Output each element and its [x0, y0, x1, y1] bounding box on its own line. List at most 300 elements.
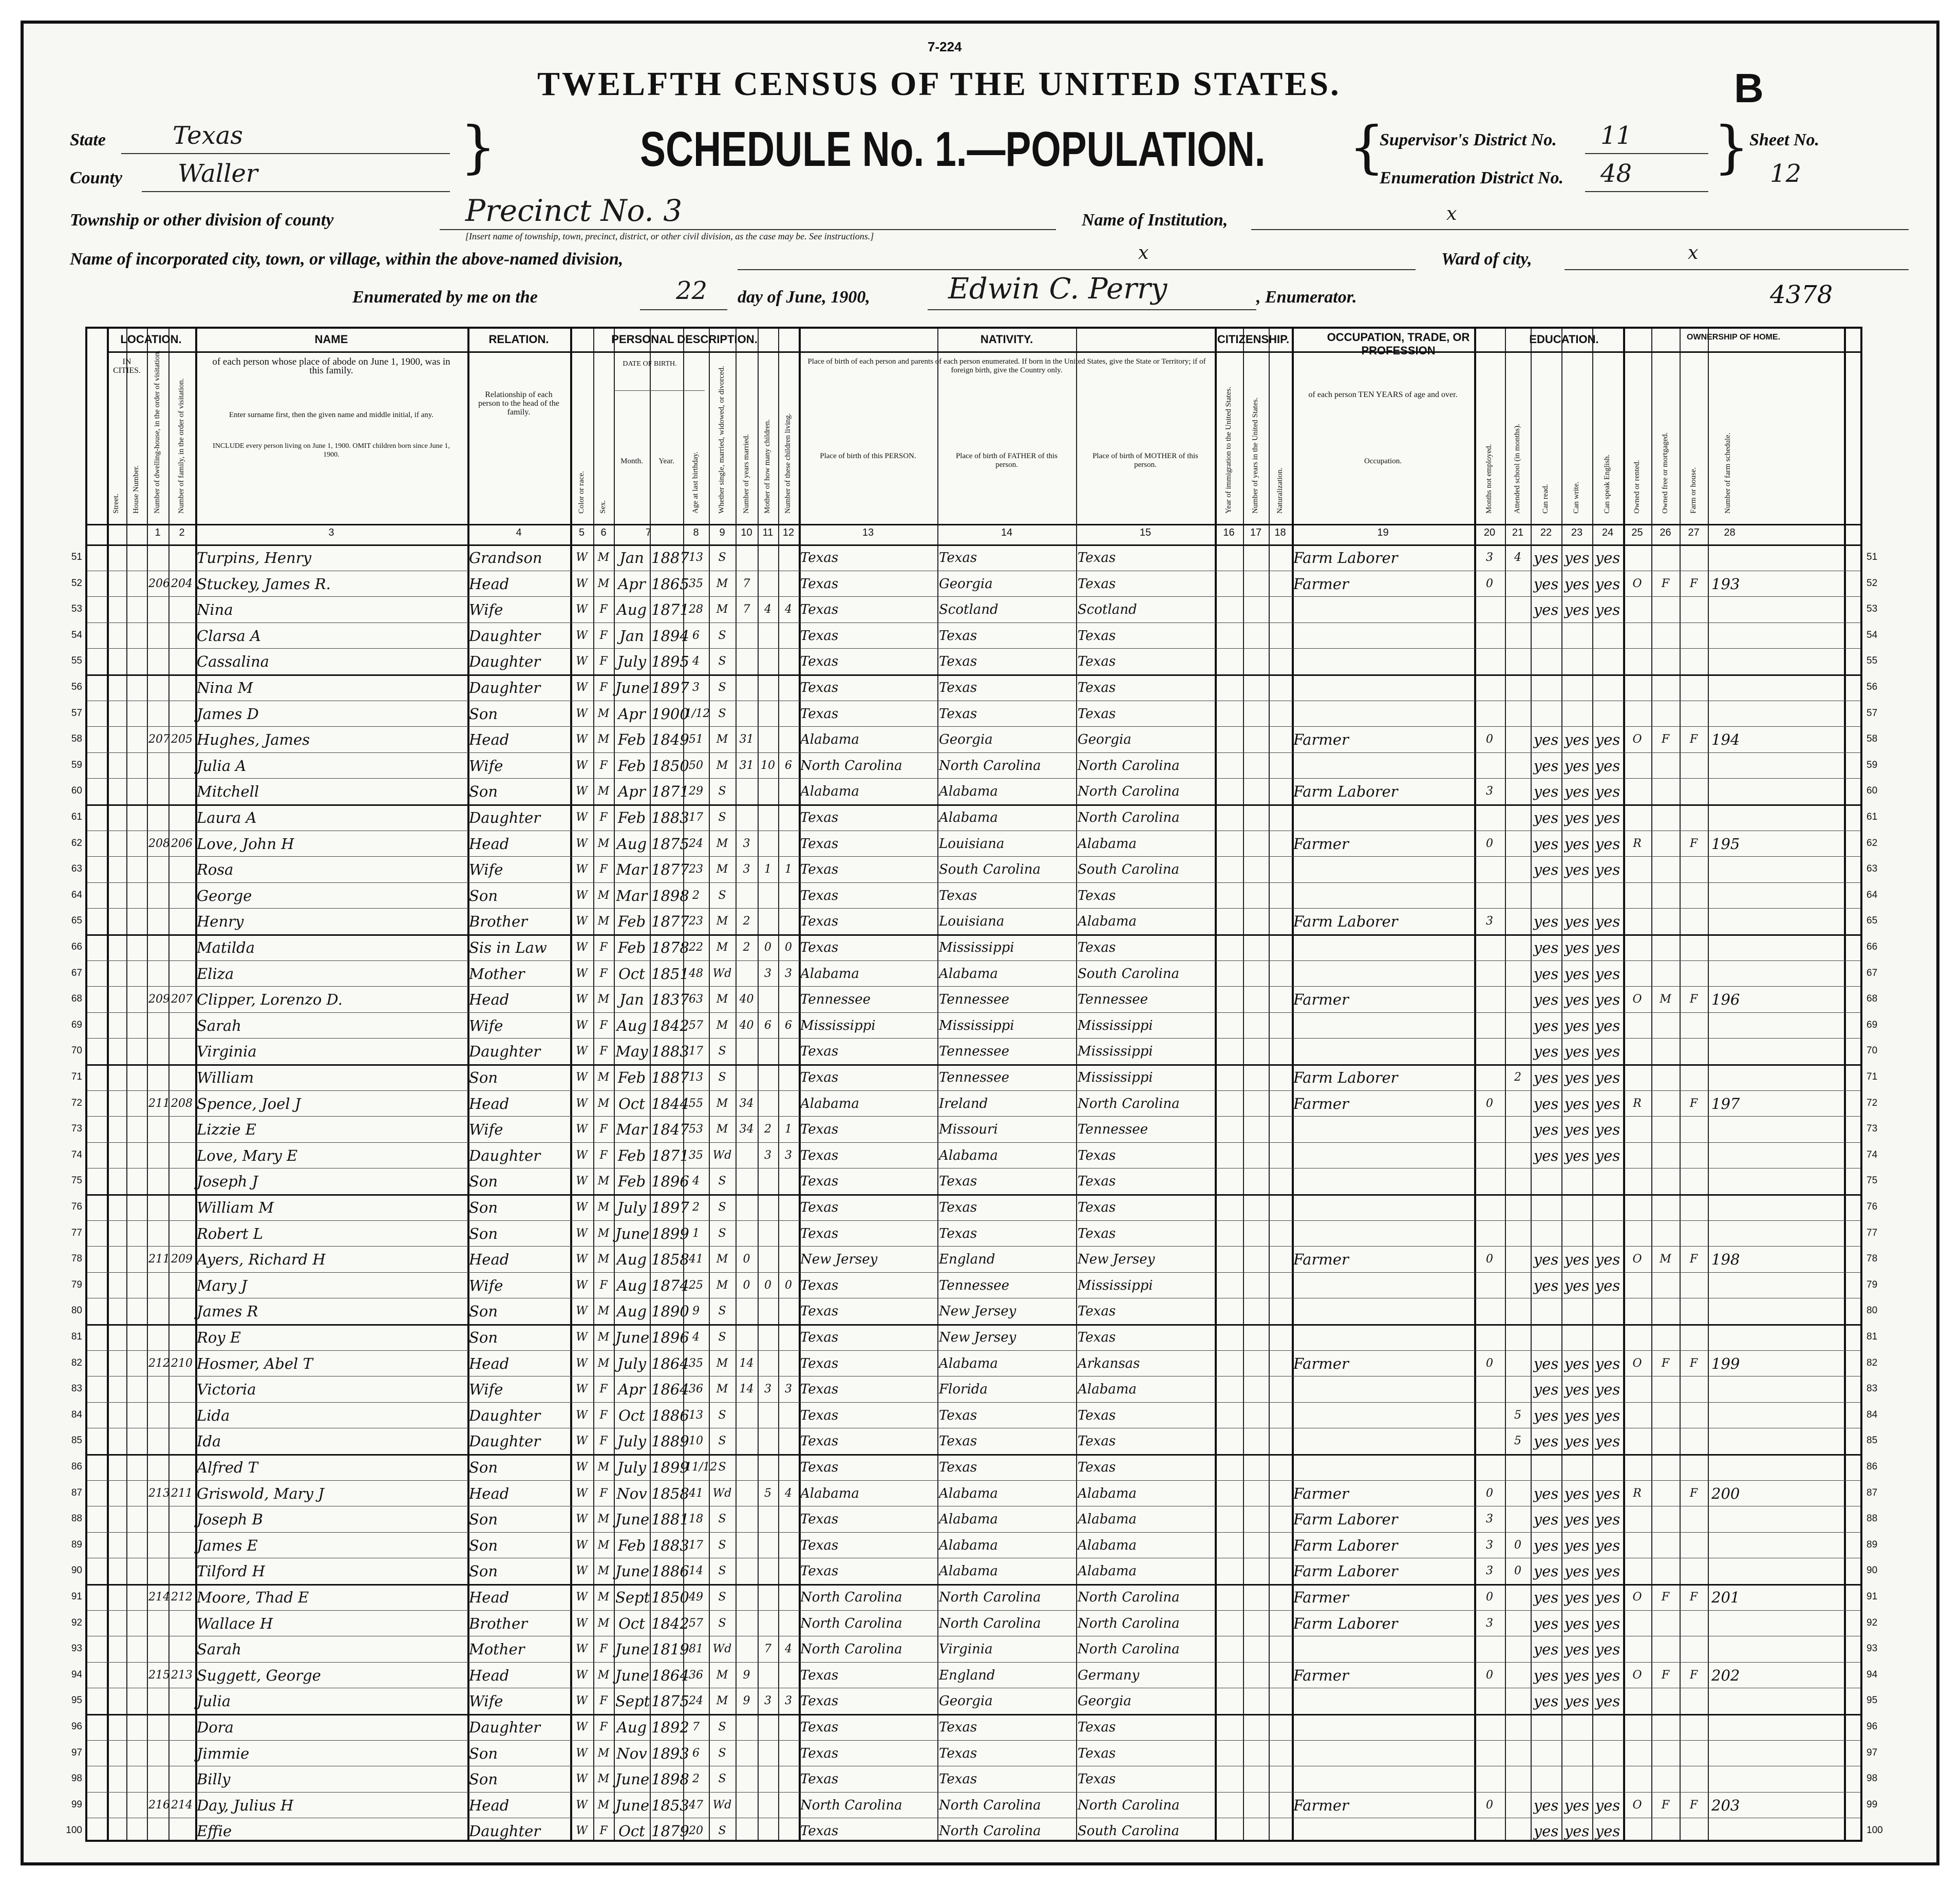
county-underline [142, 191, 450, 192]
cell-birth: Texas [800, 1147, 839, 1163]
cell-english: yes [1595, 939, 1620, 956]
cell-dwelling [148, 1533, 167, 1558]
cell-marital: M [716, 577, 728, 590]
cell-free [1653, 1221, 1678, 1247]
enumerator-underline [928, 309, 1256, 310]
dob-rule [614, 390, 705, 391]
column-number-3: 3 [328, 527, 334, 538]
cell-farm: F [1689, 1253, 1698, 1266]
cell-months_unemployed [1476, 805, 1503, 831]
cell-farm: F [1689, 1356, 1698, 1370]
cell-mother_birth: Texas [1078, 550, 1116, 565]
line-number-left: 72 [71, 1097, 82, 1108]
cell-yrs_married: 40 [739, 1019, 754, 1032]
cell-yrs_married [737, 1195, 756, 1220]
cell-schedule [1709, 1221, 1844, 1247]
cell-occupation [1293, 649, 1473, 674]
cell-mother_of [759, 1533, 777, 1558]
cell-living [780, 1533, 797, 1558]
cell-occupation [1293, 935, 1473, 960]
cell-birth: Texas [800, 1745, 839, 1761]
cell-english [1594, 1195, 1622, 1220]
cell-months_unemployed [1476, 935, 1503, 960]
cell-living: 3 [785, 1694, 792, 1708]
line-number-left: 89 [71, 1539, 82, 1550]
cell-age: 11/12 [685, 1461, 718, 1474]
cell-year: 1889 [651, 1432, 689, 1450]
cell-occupation: Farmer [1293, 1796, 1349, 1814]
cell-sex: F [599, 941, 608, 954]
cell-read [1532, 649, 1560, 674]
cell-yrs_married [737, 1714, 756, 1740]
cell-color: W [576, 655, 588, 668]
cell-yrs_married [737, 1636, 756, 1662]
cell-farm [1681, 1558, 1706, 1584]
column-number-4: 4 [516, 527, 522, 538]
cell-family: 211 [171, 1486, 193, 1500]
cell-english: yes [1595, 783, 1620, 801]
cell-mother_of: 3 [764, 967, 771, 980]
cell-relation: Son [469, 1744, 498, 1762]
cell-owned [1625, 857, 1650, 882]
cell-read: yes [1533, 1354, 1559, 1372]
column-rule-farm [1680, 329, 1681, 1840]
cell-age: 24 [689, 837, 703, 850]
cell-living [780, 1611, 797, 1636]
cell-relation: Daughter [469, 653, 541, 671]
cell-mother_of [759, 1558, 777, 1584]
cell-dwelling [148, 1611, 167, 1636]
line-number-left: 60 [71, 785, 82, 797]
cell-age: 25 [689, 1278, 703, 1292]
line-number-left: 67 [71, 967, 82, 978]
cell-mother_birth: Texas [1078, 1330, 1116, 1345]
cell-dwelling [148, 1688, 167, 1714]
cell-write: yes [1564, 783, 1590, 801]
cell-dwelling [148, 1558, 167, 1584]
cell-farm [1681, 1428, 1706, 1454]
cell-occupation: Farmer [1293, 1666, 1349, 1684]
cell-read: yes [1533, 1562, 1559, 1580]
line-number-left: 75 [71, 1175, 82, 1186]
cell-mother_of [759, 727, 777, 752]
cell-free [1653, 1298, 1678, 1324]
cell-mother_of [759, 1221, 777, 1247]
cell-dwelling: 208 [148, 837, 170, 850]
cell-relation: Son [469, 783, 498, 801]
cell-dwelling [148, 1636, 167, 1662]
cell-marital: M [716, 1383, 728, 1396]
cell-write [1563, 1455, 1591, 1480]
cell-living [780, 909, 797, 934]
cell-color: W [576, 1616, 588, 1630]
right-brace-open: { [1349, 114, 1385, 180]
cell-month: Feb [617, 913, 646, 931]
line-number-left: 52 [71, 577, 82, 589]
cell-mother_birth: Mississippi [1078, 1017, 1153, 1033]
cell-family [170, 779, 194, 804]
cell-year: 1853 [651, 1796, 689, 1814]
dwelling-label: Number of dwelling-house, in the order of visitation. [153, 350, 161, 514]
cell-months_unemployed [1476, 1403, 1503, 1428]
line-number-right: 54 [1867, 629, 1878, 640]
column-number-9: 9 [719, 527, 725, 538]
cell-name: Matilda [197, 939, 255, 956]
cell-year: 1851 [651, 965, 689, 983]
cell-schedule [1709, 623, 1844, 649]
cell-color: W [576, 1591, 588, 1604]
cell-english: yes [1595, 861, 1620, 879]
cell-age: 35 [689, 1356, 703, 1370]
cell-occupation: Farmer [1293, 575, 1349, 593]
cell-read [1532, 675, 1560, 701]
cell-marital: S [718, 1513, 726, 1526]
cell-marital: S [718, 785, 726, 798]
cell-write [1563, 623, 1591, 649]
cell-color: W [576, 889, 588, 902]
cell-months_unemployed [1476, 1325, 1503, 1350]
cell-birth: Texas [800, 810, 839, 825]
cell-dwelling [148, 1818, 167, 1844]
cell-occupation [1293, 1818, 1473, 1844]
cell-write: yes [1564, 601, 1590, 619]
line-number-left: 99 [71, 1799, 82, 1810]
cell-owned [1625, 1221, 1650, 1247]
cell-dwelling [148, 1506, 167, 1532]
cell-read: yes [1533, 575, 1559, 593]
cell-read: yes [1533, 1095, 1559, 1112]
cell-months_unemployed [1476, 1065, 1503, 1090]
cell-marital: M [716, 1123, 728, 1136]
cell-age: 29 [689, 785, 703, 798]
cell-farm [1681, 1168, 1706, 1194]
cell-english: yes [1595, 1692, 1620, 1710]
cell-dwelling [148, 649, 167, 674]
cell-sex: F [599, 863, 608, 876]
cell-year: 1886 [651, 1406, 689, 1424]
cell-birth: Texas [800, 940, 839, 955]
cell-english: yes [1595, 1381, 1620, 1399]
cell-mother_of: 6 [764, 1019, 771, 1032]
cell-occupation [1293, 1221, 1473, 1247]
sheet-label: Sheet No. [1749, 130, 1819, 149]
cell-mother_of [759, 1766, 777, 1792]
mother-of-label: Mother of how many children. [763, 419, 771, 514]
cell-english [1594, 1325, 1622, 1350]
cell-relation: Sis in Law [469, 939, 547, 956]
line-number-right: 92 [1867, 1617, 1878, 1628]
cell-name: Alfred T [197, 1459, 258, 1476]
cell-sex: M [597, 1331, 610, 1344]
cell-age: 14 [689, 1564, 703, 1578]
line-number-right: 97 [1867, 1747, 1878, 1758]
cell-sex: F [599, 1486, 608, 1500]
cell-read: yes [1533, 1016, 1559, 1034]
cell-mother_birth: Scotland [1078, 602, 1137, 618]
line-number-right: 83 [1867, 1383, 1878, 1394]
cell-mother_of [759, 1195, 777, 1220]
cell-months_unemployed [1476, 1741, 1503, 1766]
line-number-left: 100 [66, 1825, 82, 1836]
cell-english [1594, 1221, 1622, 1247]
cell-write: yes [1564, 1251, 1590, 1269]
cell-english: yes [1595, 1121, 1620, 1139]
cell-family [170, 675, 194, 701]
line-number-left: 88 [71, 1513, 82, 1524]
cell-write [1563, 1195, 1591, 1220]
cell-age: 4 [692, 655, 700, 668]
cell-year: 1874 [651, 1276, 689, 1294]
cell-father_birth: Alabama [939, 1537, 998, 1553]
cell-birth: Texas [800, 550, 839, 565]
cell-age: 7 [692, 1721, 700, 1733]
cell-farm: F [1689, 733, 1698, 746]
cell-father_birth: Texas [939, 1720, 977, 1735]
left-brace: } [460, 114, 496, 180]
city-value: x [1138, 242, 1149, 263]
cell-color: W [576, 1721, 588, 1733]
cell-color: W [576, 759, 588, 772]
cell-color: W [576, 1486, 588, 1500]
house-number-label: House Number. [132, 465, 140, 514]
group-header-nativity: NATIVITY. [980, 333, 1033, 346]
column-number-25: 25 [1631, 527, 1643, 538]
cell-mother_birth: Texas [1078, 1147, 1116, 1163]
cell-month: June [615, 1329, 650, 1346]
cell-farm: F [1689, 1097, 1698, 1110]
cell-read [1532, 1766, 1560, 1792]
cell-write: yes [1564, 575, 1590, 593]
cell-mother_birth: South Carolina [1078, 966, 1180, 982]
cell-year: 1844 [651, 1095, 689, 1112]
cell-yrs_married: 7 [743, 603, 750, 616]
line-number-right: 73 [1867, 1123, 1878, 1135]
cell-family [170, 1688, 194, 1714]
column-rule-street [107, 329, 109, 1840]
cell-write [1563, 1766, 1591, 1792]
line-number-left: 63 [71, 863, 82, 875]
cell-marital: M [716, 1356, 728, 1370]
cell-farm [1681, 1403, 1706, 1428]
line-number-left: 95 [71, 1695, 82, 1706]
cell-farm [1681, 1065, 1706, 1090]
cell-mother_of: 3 [764, 1383, 771, 1396]
cell-yrs_married [737, 701, 756, 727]
cell-year: 1892 [651, 1719, 689, 1736]
cell-year: 1850 [651, 757, 689, 775]
cell-year: 1865 [651, 575, 689, 593]
line-number-left: 51 [71, 552, 82, 562]
cell-father_birth: Tennessee [939, 1044, 1010, 1060]
cell-month: Mar [616, 887, 648, 904]
line-number-left: 76 [71, 1201, 82, 1212]
cell-mother_birth: Alabama [1078, 1382, 1137, 1398]
cell-relation: Daughter [469, 1719, 541, 1736]
cell-farm [1681, 909, 1706, 934]
line-number-right: 59 [1867, 759, 1878, 770]
cell-year: 1900 [651, 705, 689, 723]
cell-occupation [1293, 1714, 1473, 1740]
ward-label: Ward of city, [1441, 250, 1532, 269]
county-label: County [70, 168, 123, 187]
column-number-7: 7 [645, 527, 652, 538]
cell-read [1532, 1455, 1560, 1480]
enumerator-name: Edwin C. Perry [948, 272, 1167, 306]
cell-dwelling: 214 [148, 1591, 170, 1604]
cell-relation: Head [469, 731, 510, 749]
sheet-letter: B [1734, 65, 1764, 111]
cell-relation: Son [469, 1069, 498, 1086]
cell-marital: S [718, 1616, 726, 1630]
line-number-right: 55 [1867, 655, 1878, 667]
cell-mother_of [759, 1298, 777, 1324]
cell-mother_birth: Texas [1078, 1720, 1116, 1735]
supervisor-underline [1585, 153, 1708, 154]
cell-relation: Wife [469, 861, 503, 879]
cell-read: yes [1533, 1251, 1559, 1269]
cell-months_unemployed [1476, 1455, 1503, 1480]
cell-living [780, 701, 797, 727]
cell-relation: Son [469, 1459, 498, 1476]
cell-name: Dora [197, 1719, 234, 1736]
cell-read: yes [1533, 809, 1559, 826]
cell-mother_birth: North Carolina [1078, 1590, 1180, 1605]
cell-living: 3 [785, 1383, 792, 1396]
column-number-28: 28 [1724, 527, 1736, 538]
cell-free [1653, 753, 1678, 779]
cell-age: 41 [689, 1253, 703, 1266]
cell-schedule [1709, 1403, 1844, 1428]
cell-age: 13 [689, 1071, 703, 1084]
cell-owned: R [1633, 837, 1642, 850]
cell-birth: Texas [800, 1720, 839, 1735]
cell-yrs_married [737, 1818, 756, 1844]
line-number-right: 88 [1867, 1513, 1878, 1524]
cell-name: Effie [197, 1822, 232, 1840]
line-number-right: 80 [1867, 1305, 1878, 1316]
cell-months_unemployed [1476, 701, 1503, 727]
cell-sex: M [597, 1356, 610, 1370]
cell-english [1594, 1298, 1622, 1324]
column-rule-free [1651, 329, 1652, 1840]
cell-school [1506, 727, 1529, 752]
cell-months_unemployed [1476, 623, 1503, 649]
cell-dwelling [148, 883, 167, 909]
cell-free [1653, 1611, 1678, 1636]
cell-school: 5 [1514, 1435, 1521, 1448]
cell-schedule [1709, 1039, 1844, 1064]
cell-year: 1897 [651, 1199, 689, 1216]
cell-schedule [1709, 1714, 1844, 1740]
cell-birth: Texas [800, 602, 839, 618]
cell-owned [1625, 701, 1650, 727]
cell-english: yes [1595, 1354, 1620, 1372]
cell-schedule: 196 [1711, 991, 1740, 1009]
line-number-right: 62 [1867, 837, 1878, 848]
cell-mother_birth: Alabama [1078, 914, 1137, 930]
cell-english: yes [1595, 757, 1620, 775]
cell-birth: Texas [800, 1200, 839, 1215]
cell-color: W [576, 1513, 588, 1526]
cell-living [780, 831, 797, 857]
cell-living [780, 1428, 797, 1454]
column-number-8: 8 [693, 527, 699, 538]
cell-birth: Texas [800, 1304, 839, 1319]
cell-family: 213 [171, 1668, 193, 1682]
name-include: INCLUDE every person living on June 1, 1900. OMIT children born since June 1, 1900. [213, 442, 450, 459]
group-header-occupation: OCCUPATION, TRADE, OR PROFESSION [1327, 331, 1470, 357]
cell-father_birth: Alabama [939, 1355, 998, 1371]
cell-sex: M [597, 1175, 610, 1188]
cell-schedule [1709, 675, 1844, 701]
cell-living [780, 1714, 797, 1740]
cell-father_birth: Texas [939, 1460, 977, 1475]
line-number-left: 74 [71, 1149, 82, 1160]
cell-write: yes [1564, 731, 1590, 749]
cell-father_birth: England [939, 1252, 995, 1268]
cell-month: Nov [616, 1484, 647, 1502]
cell-age: 17 [689, 1538, 703, 1552]
cell-write: yes [1564, 1095, 1590, 1112]
line-number-left: 82 [71, 1357, 82, 1368]
cell-marital: S [718, 1824, 726, 1838]
cell-read: yes [1533, 1069, 1559, 1086]
cell-english: yes [1595, 1640, 1620, 1658]
column-number-27: 27 [1688, 527, 1700, 538]
cell-yrs_married [737, 1793, 756, 1818]
cell-color: W [576, 1356, 588, 1370]
cell-sex: F [599, 1123, 608, 1136]
cell-color: W [576, 1045, 588, 1058]
cell-age: 41 [689, 1486, 703, 1500]
cell-school [1506, 623, 1529, 649]
cell-schedule [1709, 1558, 1844, 1584]
cell-mother_of [759, 571, 777, 597]
cell-living: 1 [785, 1123, 792, 1136]
cell-schedule: 198 [1711, 1251, 1740, 1269]
cell-marital: Wd [712, 1148, 732, 1162]
cell-birth: Texas [800, 1693, 839, 1709]
cell-dwelling [148, 1428, 167, 1454]
cell-occupation [1293, 1766, 1473, 1792]
cell-read: yes [1533, 1146, 1559, 1164]
cell-color: W [576, 1564, 588, 1578]
cell-occupation [1293, 623, 1473, 649]
column-rule-yrsus [1243, 329, 1244, 1840]
cell-marital: S [718, 1201, 726, 1214]
children-living-label: Number of these children living. [784, 413, 792, 514]
cell-name: Rosa [197, 861, 234, 879]
cell-occupation: Farm Laborer [1293, 1536, 1398, 1554]
cell-marital: M [716, 759, 728, 772]
cell-family: 206 [171, 837, 193, 850]
cell-name: Julia [197, 1692, 231, 1710]
column-rule-write [1561, 329, 1562, 1840]
cell-school: 0 [1514, 1564, 1521, 1578]
cell-english [1594, 883, 1622, 909]
cell-owned [1625, 1688, 1650, 1714]
cell-read: yes [1533, 1536, 1559, 1554]
column-rule-fam [168, 329, 169, 1840]
cell-age: 23 [689, 915, 703, 928]
group-header-location: LOCATION. [120, 333, 182, 346]
column-number-22: 22 [1540, 527, 1552, 538]
occupation-label: Occupation. [1364, 457, 1402, 465]
cell-schedule [1709, 1688, 1844, 1714]
cell-color: W [576, 1643, 588, 1656]
cell-english [1594, 675, 1622, 701]
cell-sex: M [597, 1071, 610, 1084]
